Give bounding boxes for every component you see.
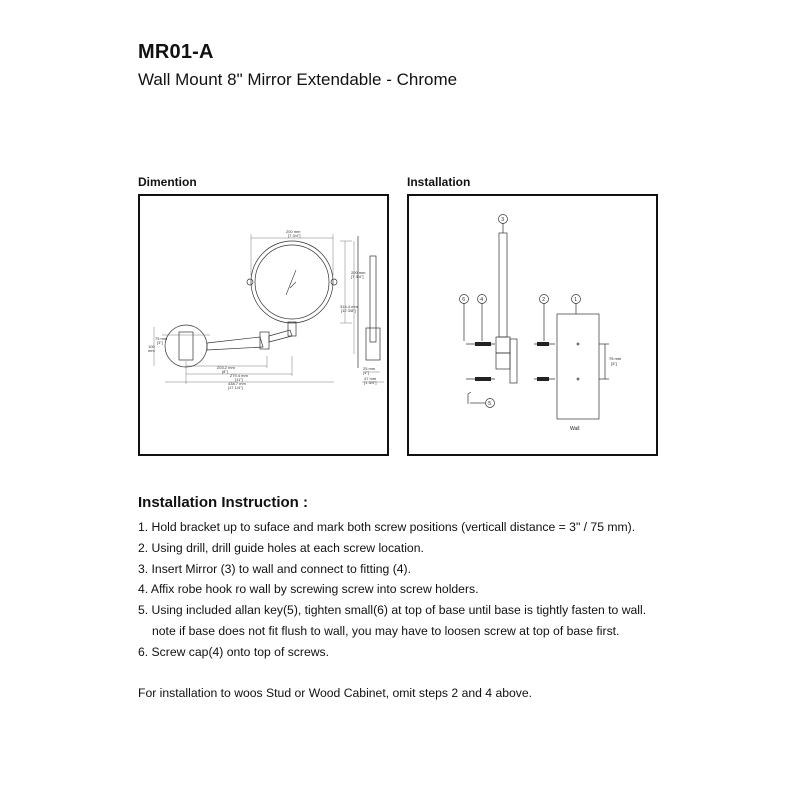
- mirror-glint: [286, 270, 296, 295]
- instruction-note: note if base does not fit flush to wall, you may have to loosen screw at top of base first.: [152, 623, 620, 638]
- dim-plate: 75 mm: [155, 336, 168, 341]
- rod-fitting-upper: [496, 337, 510, 353]
- dim-side-depth-in: [1 3/4"]: [364, 380, 377, 385]
- dim-plate-height: 100: [148, 344, 155, 349]
- wall-hole-top: [577, 343, 579, 345]
- product-description: Wall Mount 8" Mirror Extendable - Chrome: [138, 70, 458, 89]
- wall-plate-block: [179, 332, 193, 360]
- callout-3: 3: [501, 217, 505, 223]
- dim-mirror-width: 200 mm: [286, 229, 301, 234]
- dim-arm1-in: [8"]: [222, 369, 228, 374]
- instruction-step: 5. Using included allan key(5), tighten small(6) at top of base until base is tightly fasten to wall.: [138, 603, 647, 618]
- product-model: MR01-A: [138, 41, 214, 63]
- allen-key: [468, 392, 471, 404]
- dim-arm2: 279.4 mm: [230, 373, 248, 378]
- callout-5: 5: [488, 401, 492, 407]
- mirror-pivot-left: [247, 279, 253, 285]
- wall-spacing: 75 mm: [609, 356, 622, 361]
- dim-total-height-in: [12 3/8"]: [341, 308, 356, 313]
- anchor-bottom-right: [537, 377, 549, 381]
- dim-base-depth-in: [1"]: [363, 370, 369, 375]
- base-plate: [510, 339, 517, 383]
- wall-plate-outline: [165, 325, 207, 367]
- mirror-inner: [255, 245, 329, 319]
- dim-total-width-in: [17 1/4"]: [228, 385, 243, 390]
- callout-6: 6: [462, 297, 466, 303]
- dim-total-height: 314.4 mm: [340, 304, 358, 309]
- instruction-step: 1. Hold bracket up to suface and mark both screw positions (verticall distance = 3" / 75 mm).: [138, 520, 636, 534]
- instruction-step: 2. Using drill, drill guide holes at each screw location.: [138, 540, 424, 555]
- dim-plate-in: [3"]: [157, 340, 163, 345]
- anchor-bottom-left: [475, 377, 491, 381]
- rod-fitting-lower: [496, 353, 510, 369]
- anchor-top-left: [475, 342, 491, 346]
- dim-mirror-height: 200 mm: [351, 270, 366, 275]
- wall-spacing-in: [3"]: [611, 361, 617, 366]
- instruction-step: 4. Affix robe hook ro wall by screwing screw into screw holders.: [138, 582, 479, 597]
- wall-block: [557, 314, 599, 419]
- dim-base-depth: 25 mm: [363, 366, 376, 371]
- installation-drawing: [407, 194, 658, 456]
- dim-arm1: 203.2 mm: [217, 365, 235, 370]
- installation-title: Installation: [407, 175, 471, 189]
- instructions-heading: Installation Instruction :: [138, 494, 309, 511]
- arm-segment-1: [207, 337, 263, 350]
- dim-side-depth: 47 mm: [364, 376, 377, 381]
- mirror-rod: [499, 233, 507, 337]
- instruction-step: 3. Insert Mirror (3) to wall and connect to fitting (4).: [138, 561, 411, 576]
- dim-mirror-height-in: [7 3/4"]: [351, 274, 364, 279]
- instruction-step: 6. Screw cap(4) onto top of screws.: [138, 644, 330, 659]
- callout-4: 4: [480, 297, 484, 303]
- dimension-drawing: [138, 194, 389, 456]
- mirror-pivot-right: [331, 279, 337, 285]
- anchor-top-right: [537, 342, 549, 346]
- dimension-diagram: [140, 196, 391, 458]
- instructions-footnote: For installation to woos Stud or Wood Cabinet, omit steps 2 and 4 above.: [138, 686, 533, 700]
- mirror-post: [288, 322, 296, 336]
- wall-label: Wall: [570, 426, 580, 432]
- side-mirror: [370, 256, 376, 342]
- side-base: [366, 328, 380, 360]
- dim-total-width: 438.7 mm: [228, 381, 246, 386]
- dimension-title: Dimention: [138, 175, 197, 189]
- dim-plate-height-in: mm: [148, 348, 155, 353]
- instruction-steps: [138, 517, 646, 663]
- installation-diagram: [409, 196, 660, 458]
- dim-mirror-width-in: [7 3/4"]: [288, 233, 301, 238]
- dim-arm2-in: [11"]: [235, 377, 243, 382]
- callout-1: 1: [574, 297, 578, 303]
- mirror-outer: [251, 241, 333, 323]
- wall-hole-bottom: [577, 378, 579, 380]
- callout-2: 2: [542, 297, 546, 303]
